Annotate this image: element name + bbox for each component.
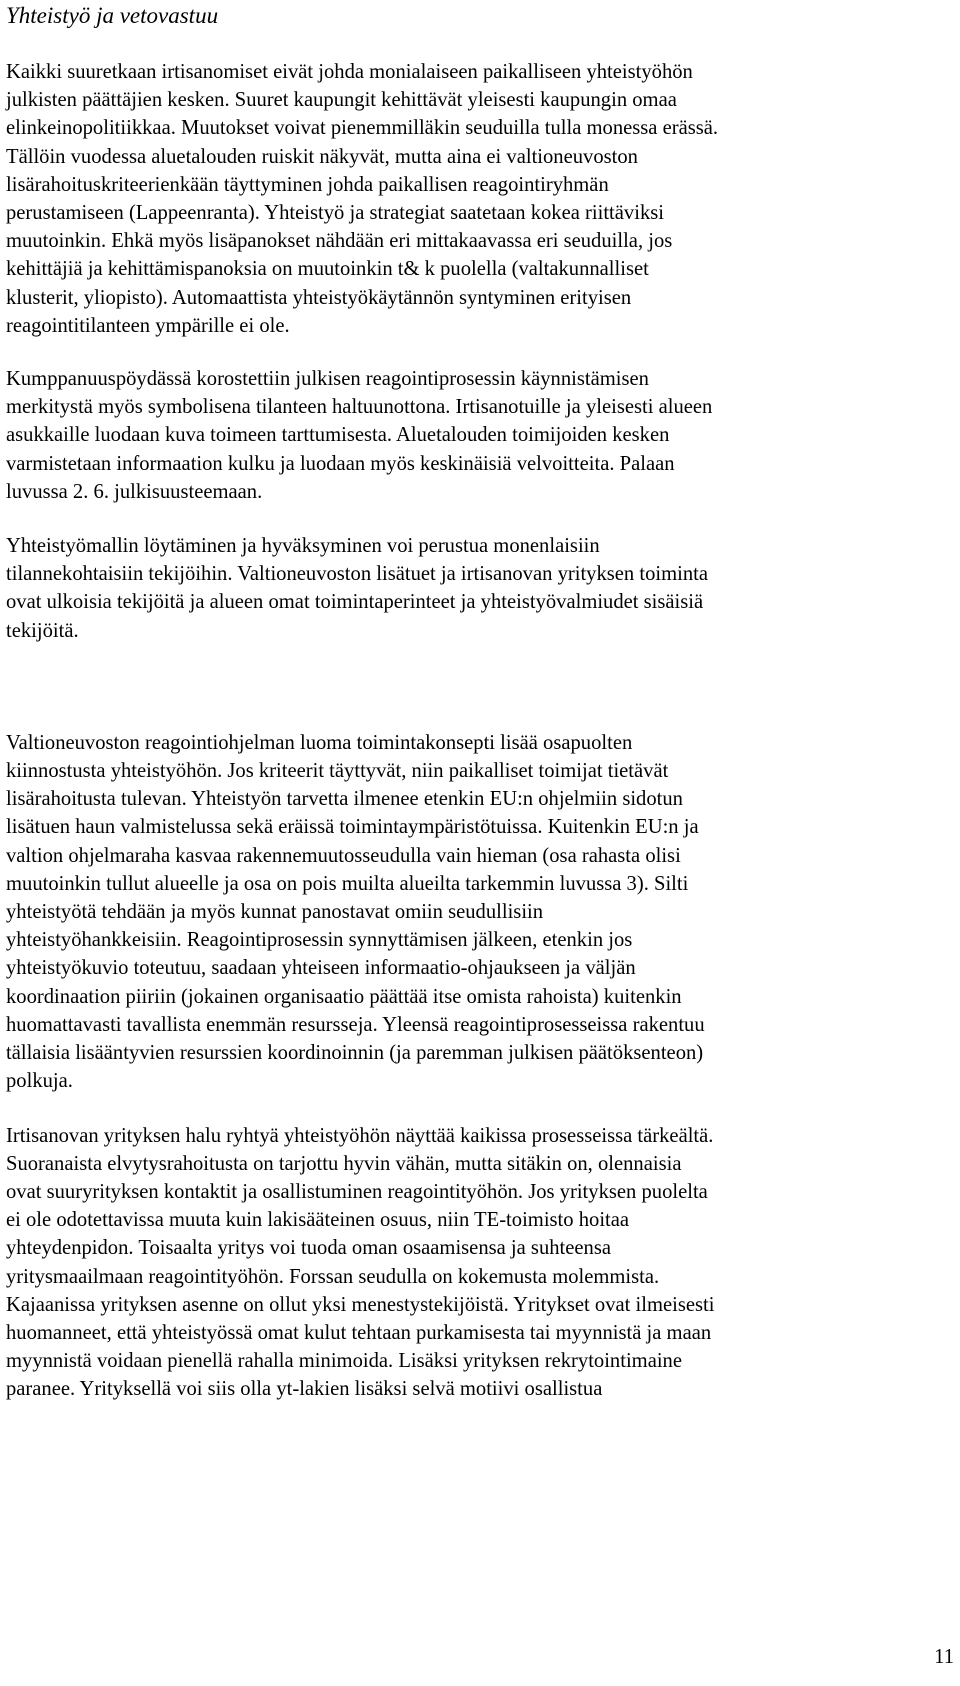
text-line: yhteistyötä tehdään ja myös kunnat panostavat omiin seudullisiin	[6, 901, 544, 924]
paragraph-3	[6, 532, 954, 645]
text-line: julkisten päättäjien kesken. Suuret kaupungit kehittävät yleisesti kaupungin omaa	[6, 89, 677, 112]
text-line: tällaisia lisääntyvien resurssien koordinoinnin (ja paremman julkisen päätöksenteon)	[6, 1042, 704, 1065]
text-line: yhteistyöhankkeisiin. Reagointiprosessin synnyttämisen jälkeen, etenkin jos	[6, 929, 633, 952]
text-line: Kaikki suuretkaan irtisanomiset eivät johda monialaiseen paikalliseen yhteistyöhön	[6, 61, 693, 83]
text-line: merkitystä myös symbolisena tilanteen haltuunottona. Irtisanotuille ja yleisesti alueen	[6, 396, 713, 419]
page-number: 11	[934, 1646, 954, 1668]
text-line: huomattavasti tavallista enemmän resursseja. Yleensä reagointiprosesseissa rakentuu	[6, 1013, 705, 1036]
text-line: asukkaille luodaan kuva toimeen tarttumisesta. Aluetalouden toimijoiden kesken	[6, 424, 670, 447]
text-line: varmistetaan informaation kulku ja luodaan myös keskinäisiä velvoitteita. Palaan	[6, 452, 675, 475]
text-line: Irtisanovan yrityksen halu ryhtyä yhteistyöhön näyttää kaikissa prosesseissa tärkeältä.	[6, 1124, 714, 1147]
text-line: paranee. Yrityksellä voi siis olla yt-lakien lisäksi selvä motiivi osallistua	[6, 1378, 603, 1401]
text-line: lisärahoitusta tulevan. Yhteistyön tarvetta ilmenee etenkin EU:n ohjelmiin sidotun	[6, 788, 683, 811]
paragraph-5	[6, 1122, 954, 1404]
text-line: myynnistä voidaan pienellä rahalla minimoida. Lisäksi yrityksen rekrytointimaine	[6, 1350, 682, 1373]
text-line: lisätuen haun valmistelussa sekä eräissä toimintaympäristötuissa. Kuitenkin EU:n ja	[6, 816, 699, 839]
text-line: yhteistyökuvio toteutuu, saadaan yhteiseen informaatio-ohjaukseen ja väljän	[6, 957, 636, 980]
document-page	[6, 0, 954, 1404]
text-line: tilannekohtaisiin tekijöihin. Valtioneuvoston lisätuet ja irtisanovan yrityksen toiminta	[6, 563, 708, 586]
text-line: tekijöitä.	[6, 619, 79, 642]
text-line: Yhteistyömallin löytäminen ja hyväksyminen voi perustua monenlaisiin	[6, 535, 600, 558]
text-line: kehittäjiä ja kehittämispanoksia on muutoinkin t& k puolella (valtakunnalliset	[6, 258, 649, 281]
text-line: perustamiseen (Lappeenranta). Yhteistyö ja strategiat saatetaan kokea riittäviksi	[6, 202, 664, 225]
text-line: muutoinkin. Ehkä myös lisäpanokset nähdään eri mittakaavassa eri seuduilla, jos	[6, 230, 673, 253]
text-line: kiinnostusta yhteistyöhön. Jos kriteerit täyttyvät, niin paikalliset toimijat tietävät	[6, 760, 669, 783]
text-line: yhteydenpidon. Toisaalta yritys voi tuoda oman osaamisensa ja suhteensa	[6, 1237, 611, 1260]
text-line: muutoinkin tullut alueelle ja osa on pois muilta alueilta tarkemmin luvussa 3). Silti	[6, 872, 689, 895]
text-line: Kumppanuuspöydässä korostettiin julkisen reagointiprosessin käynnistämisen	[6, 368, 649, 391]
text-line: polkuja.	[6, 1070, 73, 1093]
text-line: Tällöin vuodessa aluetalouden ruiskit näkyvät, mutta aina ei valtioneuvoston	[6, 145, 638, 168]
text-line: reagointitilanteen ympärille ei ole.	[6, 314, 290, 337]
text-line: ovat suuryrityksen kontaktit ja osallistuminen reagointityöhön. Jos yrityksen puolelta	[6, 1180, 708, 1203]
text-line: ei ole odotettavissa muuta kuin lakisääteinen osuus, niin TE-toimisto hoitaa	[6, 1209, 630, 1232]
paragraph-2	[6, 365, 954, 506]
text-line: klusterit, yliopisto). Automaattista yhteistyökäytännön syntyminen erityisen	[6, 286, 632, 309]
text-line: ovat ulkoisia tekijöitä ja alueen omat toimintaperinteet ja yhteistyövalmiudet sisäisiä	[6, 591, 704, 614]
text-line: huomanneet, että yhteistyössä omat kulut tehtaan purkamisesta tai myynnistä ja maan	[6, 1321, 712, 1344]
text-line: elinkeinopolitiikkaa. Muutokset voivat pienemmilläkin seuduilla tulla monessa erässä.	[6, 117, 719, 140]
text-line: koordinaation piiriin (jokainen organisaatio päättää itse omista rahoista) kuitenkin	[6, 985, 682, 1008]
text-line: Kajaanissa yrityksen asenne on ollut yksi menestystekijöistä. Yritykset ovat ilmeisesti	[6, 1293, 715, 1316]
text-line: Valtioneuvoston reagointiohjelman luoma toimintakonsepti lisää osapuolten	[6, 731, 633, 754]
text-line: lisärahoituskriteerienkään täyttyminen johda paikallisen reagointiryhmän	[6, 173, 609, 196]
text-line: valtion ohjelmaraha kasvaa rakennemuutosseudulla vain hieman (osa rahasta olisi	[6, 844, 681, 867]
text-line: luvussa 2. 6. julkisuusteemaan.	[6, 480, 263, 503]
text-line: yritysmaailmaan reagointityöhön. Forssan seudulla on kokemusta molemmista.	[6, 1265, 660, 1288]
paragraph-1	[6, 58, 954, 340]
text-line: Suoranaista elvytysrahoitusta on tarjottu hyvin vähän, mutta sitäkin on, olennaisia	[6, 1152, 682, 1175]
paragraph-4	[6, 729, 954, 1096]
section-heading: Yhteistyö ja vetovastuu	[6, 3, 219, 28]
